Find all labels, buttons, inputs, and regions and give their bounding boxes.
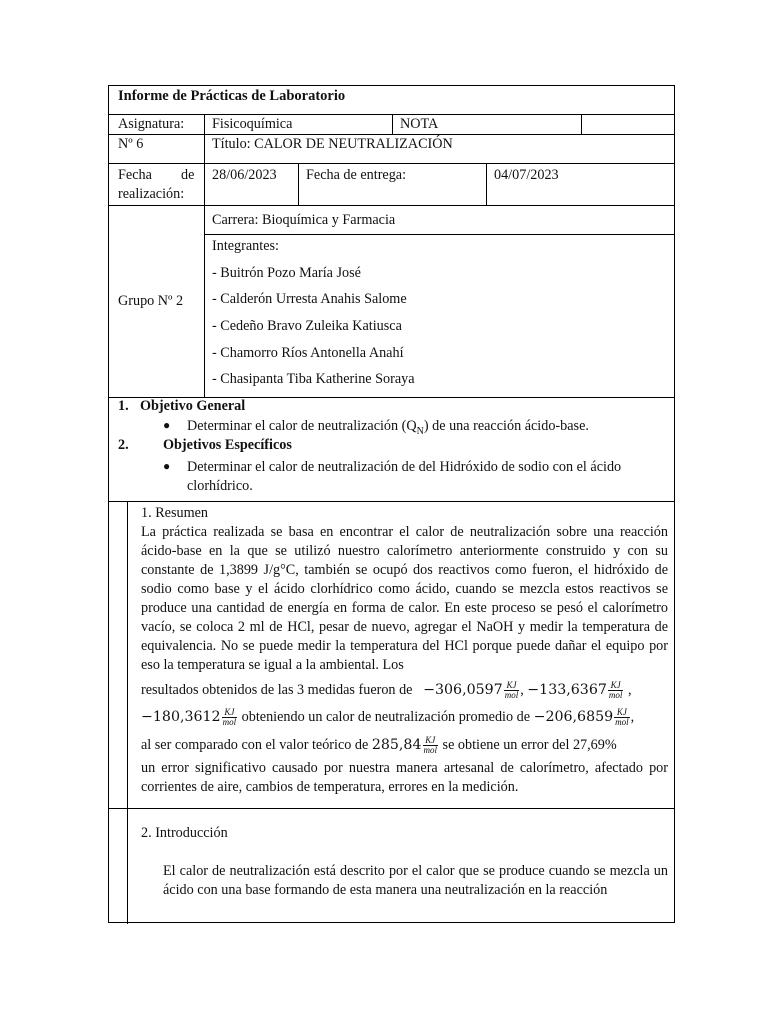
carrera: Carrera: Bioquímica y Farmacia (212, 212, 396, 228)
report-title: Informe de Prácticas de Laboratorio (118, 88, 346, 104)
introduccion-paragraph: El calor de neutralización está descrito por el calor que se produce cuando se mezcla un ácido con una base formando de esta manera una neutralización en la reacción (163, 863, 668, 898)
column-divider (127, 501, 128, 924)
objective-general-title: Objetivo General (140, 398, 246, 414)
fecha-entrega-value: 04/07/2023 (494, 167, 559, 183)
bullet-icon: ● (163, 418, 171, 432)
grupo-label: Grupo Nº 2 (118, 293, 184, 309)
row-divider (109, 163, 674, 164)
integrantes-label: Integrantes: (212, 238, 279, 254)
objective-number: 1. (118, 398, 129, 414)
fecha-realizacion-label: Fecha (118, 167, 152, 183)
fecha-realizacion-label: realización: (118, 186, 185, 202)
objective-especifico-text: Determinar el calor de neutralización de del Hidróxido de sodio con el ácido (187, 459, 622, 475)
practice-title: Título: CALOR DE NEUTRALIZACIÓN (212, 136, 453, 152)
objective-especificos-title: Objetivos Específicos (163, 437, 292, 453)
resumen-paragraph: La práctica realizada se basa en encontrar el calor de neutralización sobre una reacción ácido-base en la que se utilizó nuestro calorímetro anteriormente construido y con su constante de 1,3899 J/g°C, también se ocupó dos reactivos como fueron, el hidróxido de sodio como base y el ácido clorhídrico como ácido, cuando se mezcla estos reactivos se produce una cantidad de energía en forma de calor. En este proceso se pesó el calorímetro vacío, se coloca 2 ml de HCl, pesar de nuevo, agregar el NaOH y medir la temperatura de equivalencia. No se puede medir la temperatura del HCl porque puede dañar el equipo por eso la temperatura se igual a la ambiental. Los (141, 524, 668, 673)
unit-fraction: $\frac{KJ}{\text{mol}}$ (423, 735, 437, 756)
asignatura-value: Fisicoquímica (212, 116, 293, 132)
asignatura-label: Asignatura: (118, 116, 185, 132)
column-divider (581, 114, 582, 134)
resumen-results-line: −180,3612 $\frac{KJ}{\text{mol}}$ obteniendo un calor de neutralización promedio de −206,6859 $\frac{KJ}{\text{mol}}$ , (141, 707, 635, 728)
column-divider (298, 163, 299, 205)
unit-fraction: $\frac{KJ}{\text{mol}}$ (608, 680, 623, 701)
row-divider (109, 501, 674, 502)
practice-number: Nº 6 (118, 136, 144, 152)
fecha-realizacion-label: de (181, 167, 195, 183)
row-divider (204, 234, 674, 235)
objective-especifico-text: clorhídrico. (187, 478, 253, 494)
member-name: - Chasipanta Tiba Katherine Soraya (212, 371, 415, 387)
objective-number: 2. (118, 437, 129, 453)
objective-general-text: Determinar el calor de neutralización $(Q_N)$ de una reacción ácido-base. (187, 418, 589, 437)
column-divider (486, 163, 487, 205)
unit-fraction: $\frac{KJ}{\text{mol}}$ (222, 707, 237, 728)
member-name: - Buitrón Pozo María José (212, 265, 361, 281)
unit-fraction: $\frac{KJ}{\text{mol}}$ (504, 680, 519, 701)
member-name: - Calderón Urresta Anahis Salome (212, 291, 407, 307)
resumen-paragraph: un error significativo causado por nuestra manera artesanal de calorímetro, afectado por corrientes de aire, cambios de temperatura, errores en la medición. (141, 760, 668, 795)
column-divider (392, 114, 393, 134)
nota-label: NOTA (400, 116, 439, 132)
member-name: - Chamorro Ríos Antonella Anahí (212, 345, 404, 361)
unit-fraction: $\frac{KJ}{\text{mol}}$ (615, 707, 629, 728)
fecha-entrega-label: Fecha de entrega: (306, 167, 407, 183)
column-divider (204, 114, 205, 397)
fecha-realizacion-value: 28/06/2023 (212, 167, 277, 183)
lab-report-table (108, 85, 675, 923)
row-divider (109, 808, 674, 809)
bullet-icon: ● (163, 459, 171, 473)
resumen-results-line: al ser comparado con el valor teórico de 285,84 $\frac{KJ}{\text{mol}}$ se obtiene un error del 27,69% (141, 735, 617, 756)
resumen-results-line: resultados obtenidos de las 3 medidas fueron de −306,0597 $\frac{KJ}{\text{mol}}$ , −133,6367 $\frac{KJ}{\text{mol}}$ , (141, 680, 632, 701)
member-name: - Cedeño Bravo Zuleika Katiusca (212, 318, 402, 334)
introduccion-heading: 2. Introducción (141, 825, 228, 841)
row-divider (109, 205, 674, 206)
resumen-heading: 1. Resumen (141, 505, 208, 521)
